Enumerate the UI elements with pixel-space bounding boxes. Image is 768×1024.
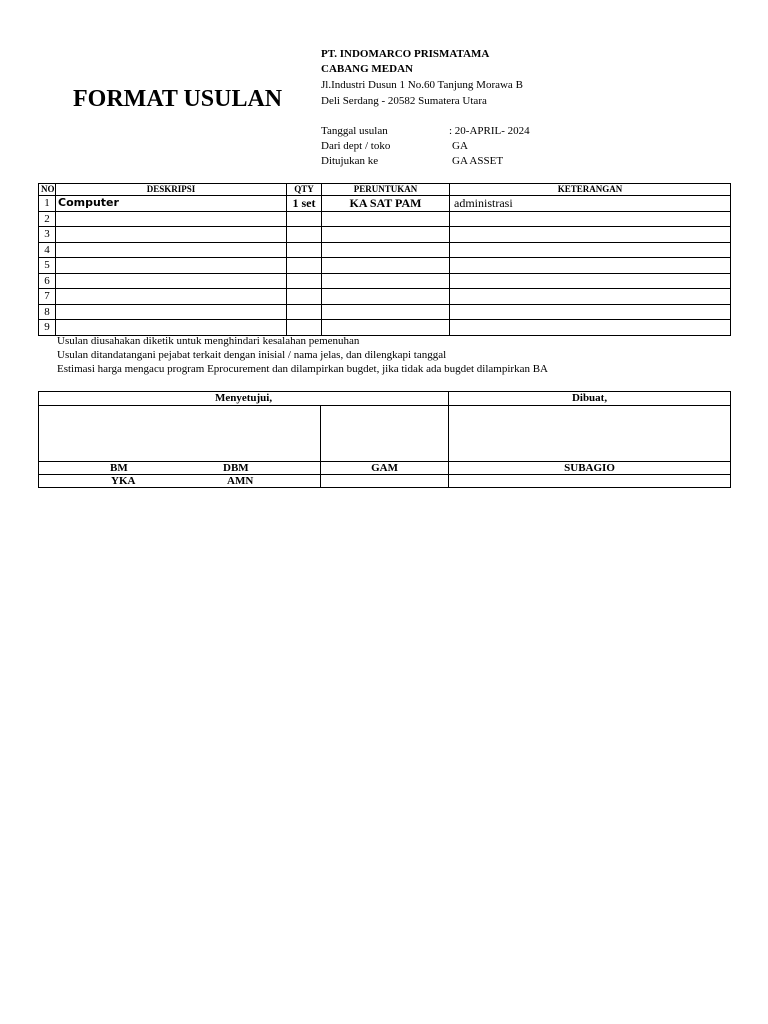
- bm-name: YKA: [111, 475, 136, 487]
- row-remarks: [450, 258, 731, 274]
- date-value: : 20-APRIL- 2024: [449, 125, 530, 137]
- row-purpose: [322, 242, 450, 258]
- bm-dbm-names-cell: [39, 475, 321, 488]
- row-qty: [287, 273, 322, 289]
- made-label: Dibuat,: [449, 392, 731, 406]
- document-title: FORMAT USULAN: [73, 86, 283, 112]
- row-qty: [287, 211, 322, 227]
- company-name: PT. INDOMARCO PRISMATAMA: [321, 48, 490, 60]
- row-purpose: [322, 289, 450, 305]
- bm-dbm-titles-cell: [39, 462, 321, 475]
- company-branch: CABANG MEDAN: [321, 63, 413, 75]
- row-description: [56, 320, 287, 336]
- row-purpose: [322, 304, 450, 320]
- to-label: Ditujukan ke: [321, 155, 379, 167]
- row-number: 9: [39, 320, 56, 336]
- row-description: [56, 258, 287, 274]
- row-description: [56, 273, 287, 289]
- gam-name-cell: [321, 475, 449, 488]
- signature-box-bm-dbm: [39, 406, 321, 462]
- row-qty: [287, 227, 322, 243]
- row-description: [56, 242, 287, 258]
- date-label: Tanggal usulan: [321, 125, 388, 137]
- dbm-name: AMN: [227, 475, 254, 487]
- signature-box-gam: [321, 406, 449, 462]
- header-qty: QTY: [287, 184, 322, 196]
- signature-box-maker: [449, 406, 731, 462]
- row-number: 8: [39, 304, 56, 320]
- row-qty: 1 set: [287, 196, 322, 212]
- table-row: [39, 320, 731, 336]
- table-row: [39, 289, 731, 305]
- row-remarks: [450, 211, 731, 227]
- signature-table: [38, 391, 731, 488]
- bm-title: BM: [110, 462, 128, 474]
- row-remarks: [450, 227, 731, 243]
- note-1: Usulan diusahakan diketik untuk menghindari kesalahan pemenuhan: [57, 335, 360, 347]
- dbm-title: DBM: [223, 462, 249, 474]
- header-remarks: KETERANGAN: [450, 184, 731, 196]
- approved-label: Menyetujui,: [39, 392, 449, 406]
- row-purpose: [322, 273, 450, 289]
- row-purpose: [322, 320, 450, 336]
- row-remarks: [450, 304, 731, 320]
- from-value: GA: [452, 140, 468, 152]
- gam-title: GAM: [321, 462, 449, 475]
- row-remarks: [450, 289, 731, 305]
- row-description: [56, 227, 287, 243]
- table-row: [39, 258, 731, 274]
- row-description: [56, 289, 287, 305]
- row-description: Computer: [56, 196, 287, 212]
- row-qty: [287, 242, 322, 258]
- table-row: [39, 211, 731, 227]
- row-purpose: KA SAT PAM: [322, 196, 450, 212]
- maker-extra-cell: [449, 475, 731, 488]
- row-qty: [287, 289, 322, 305]
- row-number: 2: [39, 211, 56, 227]
- header-purpose: PERUNTUKAN: [322, 184, 450, 196]
- table-row: [39, 227, 731, 243]
- note-2: Usulan ditandatangani pejabat terkait dengan inisial / nama jelas, dan dilengkapi tanggal: [57, 349, 447, 361]
- to-value: GA ASSET: [452, 155, 504, 167]
- row-number: 4: [39, 242, 56, 258]
- items-table-header: [39, 184, 731, 196]
- note-3: Estimasi harga mengacu program Eprocurement dan dilampirkan bugdet, jika tidak ada bugdet dilampirkan BA: [57, 363, 548, 375]
- row-purpose: [322, 227, 450, 243]
- row-purpose: [322, 211, 450, 227]
- row-purpose: [322, 258, 450, 274]
- table-row: [39, 196, 731, 212]
- table-row: [39, 242, 731, 258]
- row-remarks: administrasi: [450, 196, 731, 212]
- items-table: [38, 183, 731, 336]
- row-number: 7: [39, 289, 56, 305]
- row-number: 1: [39, 196, 56, 212]
- row-description: [56, 211, 287, 227]
- maker-name: SUBAGIO: [449, 462, 731, 475]
- company-address-line-1: Jl.Industri Dusun 1 No.60 Tanjung Morawa B: [321, 79, 523, 91]
- row-description: [56, 304, 287, 320]
- row-number: 6: [39, 273, 56, 289]
- row-qty: [287, 320, 322, 336]
- row-qty: [287, 258, 322, 274]
- row-remarks: [450, 273, 731, 289]
- row-number: 5: [39, 258, 56, 274]
- table-row: [39, 304, 731, 320]
- row-qty: [287, 304, 322, 320]
- header-description: DESKRIPSI: [56, 184, 287, 196]
- table-row: [39, 273, 731, 289]
- company-address-line-2: Deli Serdang - 20582 Sumatera Utara: [321, 95, 487, 107]
- row-remarks: [450, 320, 731, 336]
- row-number: 3: [39, 227, 56, 243]
- row-remarks: [450, 242, 731, 258]
- header-no: NO: [39, 184, 56, 196]
- from-label: Dari dept / toko: [321, 140, 391, 152]
